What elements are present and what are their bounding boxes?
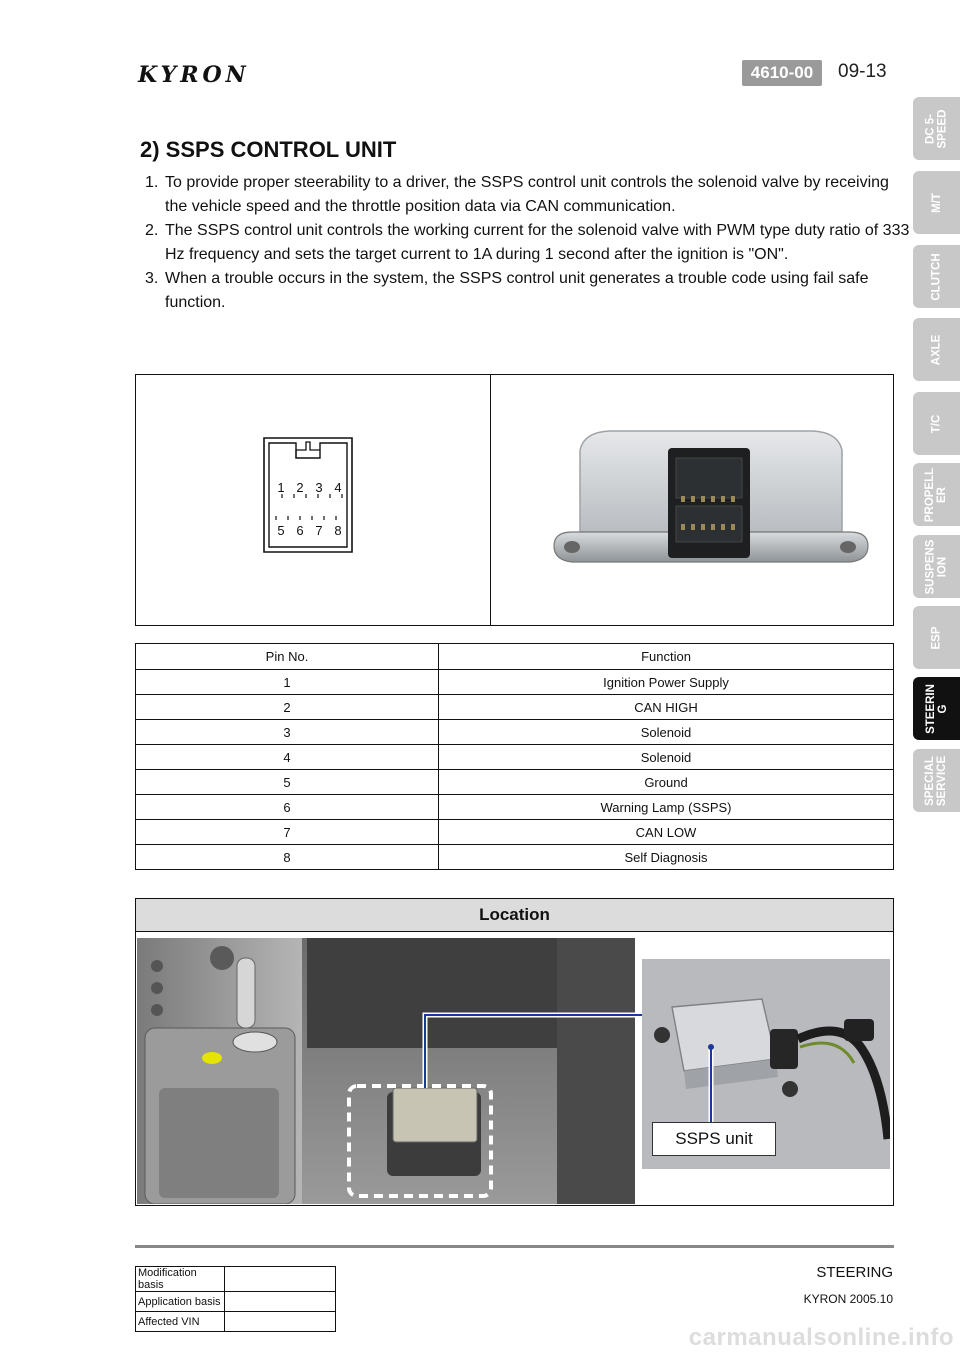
pin-label: 8	[334, 523, 342, 538]
footer-section-name: STEERING	[816, 1264, 893, 1281]
pin-label: 4	[334, 480, 342, 495]
table-row: 2 CAN HIGH	[136, 695, 894, 720]
step-item: 1. To provide proper steerability to a driver, the SSPS control unit controls the solenoid valve by receiving the vehicle speed and the throttle position data via CAN communication.	[145, 174, 889, 215]
brand-logo: KYRON	[138, 62, 250, 88]
pin-label: 3	[315, 480, 323, 495]
modification-table	[135, 1266, 336, 1332]
table-row: 5 Ground	[136, 770, 894, 795]
table-row: 3 Solenoid	[136, 720, 894, 745]
footer-rule	[135, 1245, 894, 1248]
table-row: Application basis	[136, 1292, 336, 1312]
table-row: 4 Solenoid	[136, 745, 894, 770]
tab-propeller[interactable]: PROPELL ER	[913, 463, 960, 526]
tab-mt[interactable]: M/T	[913, 171, 960, 234]
table-row: 6 Warning Lamp (SSPS)	[136, 795, 894, 820]
pin-label: 6	[296, 523, 304, 538]
location-heading: Location	[135, 898, 894, 932]
tab-dc-5-speed[interactable]: DC 5- SPEED	[913, 97, 960, 160]
tab-special-service[interactable]: SPECIAL SERVICE	[913, 749, 960, 812]
page-number: 09-13	[838, 61, 887, 82]
ssps-unit-callout: SSPS unit	[652, 1122, 776, 1156]
tab-esp[interactable]: ESP	[913, 606, 960, 669]
footer-model-date: KYRON 2005.10	[803, 1292, 893, 1306]
pin-label: 7	[315, 523, 323, 538]
section-title: 2) SSPS CONTROL UNIT	[140, 137, 397, 162]
table-row: Affected VIN	[136, 1312, 336, 1332]
watermark: carmanualsonline.info	[688, 1324, 954, 1351]
tab-axle[interactable]: AXLE	[913, 318, 960, 381]
column-header: Function	[439, 644, 894, 670]
table-row: 1 Ignition Power Supply	[136, 670, 894, 695]
table-row: 8 Self Diagnosis	[136, 845, 894, 870]
tab-steering[interactable]: STEERIN G	[913, 677, 960, 740]
pin-label: 5	[277, 523, 285, 538]
tab-tc[interactable]: T/C	[913, 392, 960, 455]
table-row: 7 CAN LOW	[136, 820, 894, 845]
tab-clutch[interactable]: CLUTCH	[913, 245, 960, 308]
tab-suspension[interactable]: SUSPENS ION	[913, 535, 960, 598]
step-item: 2. The SSPS control unit controls the working current for the solenoid valve with PWM type duty ratio of 333 Hz frequency and sets the target current to 1A during 1 second after the ignition is "ON".	[145, 222, 910, 263]
column-header: Pin No.	[136, 644, 439, 670]
step-item: 3. When a trouble occurs in the system, the SSPS control unit generates a trouble code using fail safe function.	[145, 270, 869, 311]
pin-label: 1	[277, 480, 285, 495]
pin-label: 2	[296, 480, 304, 495]
table-row: Modification basis	[136, 1267, 336, 1292]
section-code-badge: 4610-00	[742, 60, 822, 86]
